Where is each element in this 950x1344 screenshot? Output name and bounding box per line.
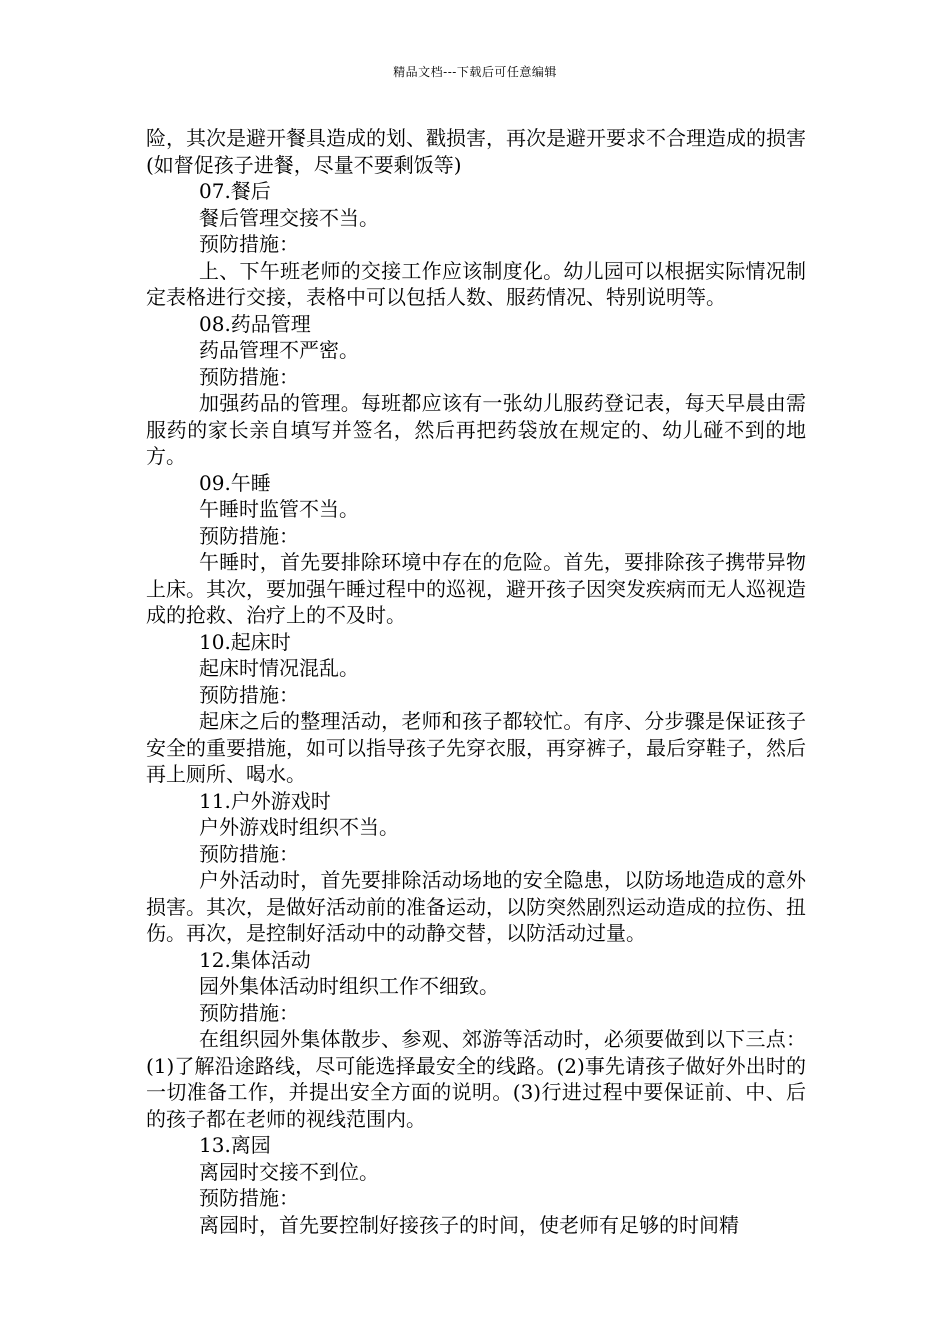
paragraph: 加强药品的管理。每班都应该有一张幼儿服药登记表，每天早晨由需服药的家长亲自填写并签名，然后再把药袋放在规定的、幼儿碰不到的地方。 [146, 391, 806, 468]
page-header: 精品文档---下载后可任意编辑 [393, 65, 557, 79]
paragraph: 预防措施： [199, 682, 299, 707]
paragraph: 起床之后的整理活动，老师和孩子都较忙。有序、分步骤是保证孩子安全的重要措施，如可以指导孩子先穿衣服，再穿裤子，最后穿鞋子，然后再上厕所、喝水。 [146, 709, 806, 786]
paragraph: 预防措施： [199, 1186, 299, 1210]
paragraph: 险，其次是避开餐具造成的划、戳损害，再次是避开要求不合理造成的损害(如督促孩子进餐，尽量不要剩饭等) [146, 126, 806, 177]
paragraph: 预防措施： [199, 523, 299, 548]
paragraph: 午睡时监管不当。 [199, 497, 359, 521]
paragraph: 在组织园外集体散步、参观、郊游等活动时，必须要做到以下三点：(1)了解沿途路线，尽可能选择最安全的线路。(2)事先请孩子做好外出时的一切准备工作，并提出安全方面的说明。(3)行进过程中要保证前、中、后的孩子都在老师的视线范围内。 [146, 1027, 806, 1131]
paragraph: 上、下午班老师的交接工作应该制度化。幼儿园可以根据实际情况制定表格进行交接，表格中可以包括人数、服药情况、特别说明等。 [146, 258, 806, 309]
paragraph: 11.户外游戏时 [199, 788, 331, 813]
paragraph: 12.集体活动 [199, 947, 311, 972]
paragraph: 药品管理不严密。 [199, 338, 359, 362]
paragraph: 预防措施： [199, 841, 299, 866]
paragraph: 07.餐后 [199, 179, 271, 203]
paragraph: 预防措施： [199, 1000, 299, 1025]
paragraph: 离园时，首先要控制好接孩子的时间，使老师有足够的时间精 [199, 1212, 739, 1237]
paragraph: 离园时交接不到位。 [199, 1159, 379, 1184]
paragraph: 园外集体活动时组织工作不细致。 [199, 974, 499, 998]
paragraph: 户外活动时，首先要排除活动场地的安全隐患，以防场地造成的意外损害。其次，是做好活动前的准备运动，以防突然剧烈运动造成的拉伤、扭伤。再次，是控制好活动中的动静交替，以防活动过量。 [146, 868, 806, 945]
paragraph: 08.药品管理 [199, 311, 311, 336]
paragraph: 餐后管理交接不当。 [199, 205, 379, 230]
paragraph: 13.离园 [199, 1133, 271, 1157]
paragraph: 预防措施： [199, 364, 299, 389]
paragraph: 预防措施： [199, 232, 299, 256]
paragraph: 09.午睡 [199, 470, 271, 495]
paragraph: 10.起床时 [199, 629, 291, 654]
paragraph: 午睡时，首先要排除环境中存在的危险。首先，要排除孩子携带异物上床。其次，要加强午睡过程中的巡视，避开孩子因突发疾病而无人巡视造成的抢救、治疗上的不及时。 [146, 550, 806, 627]
paragraph: 户外游戏时组织不当。 [199, 815, 399, 839]
paragraph: 起床时情况混乱。 [199, 656, 359, 680]
document-body [146, 125, 806, 1238]
